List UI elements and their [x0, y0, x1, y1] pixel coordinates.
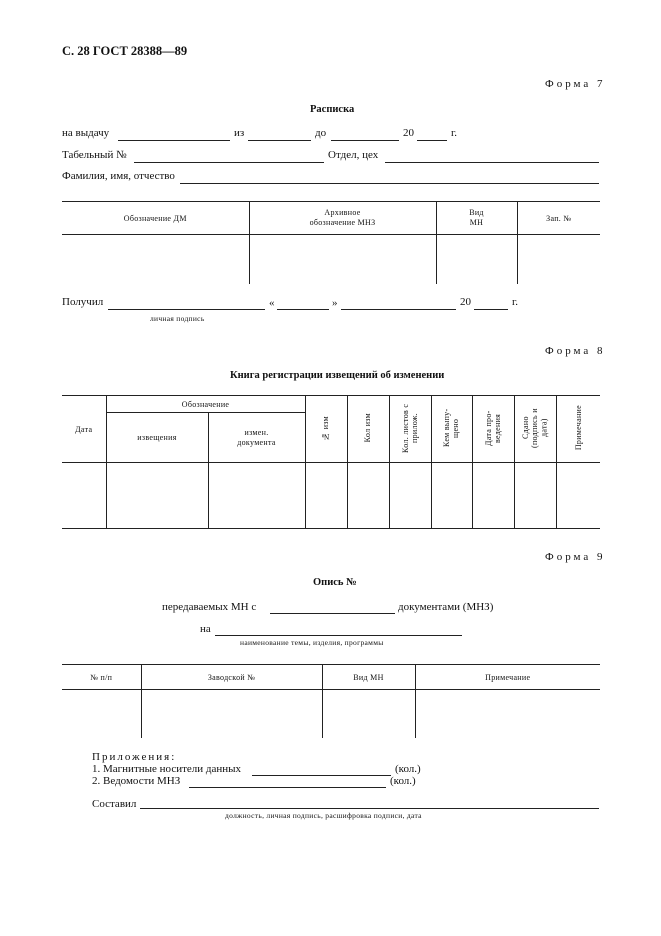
transfer-field[interactable] [270, 613, 395, 614]
col-change-doc: измен. документа [208, 413, 305, 463]
col-record: Зап. № [517, 202, 600, 235]
appendix-item-2: 2. Ведомости МНЗ [92, 775, 181, 787]
table-cell[interactable] [514, 463, 556, 529]
form9-title: Опись № [313, 577, 357, 588]
compiled-caption: должность, личная подпись, расшифровка подписи, дата [225, 811, 422, 820]
from-label: из [234, 127, 245, 139]
signature-caption: личная подпись [150, 314, 205, 323]
col-sheets-count: Кол. листов с прилож. [389, 396, 431, 463]
signature-field[interactable] [108, 309, 265, 310]
col-note: Примечание [415, 665, 600, 690]
appendix-title: Приложения: [92, 751, 177, 763]
appendix-item-2-unit: (кол.) [390, 775, 416, 787]
table-cell[interactable] [141, 690, 322, 738]
table-cell[interactable] [322, 690, 415, 738]
statements-count-field[interactable] [189, 787, 386, 788]
col-note: Примечание [556, 396, 600, 463]
compiled-label: Составил [92, 798, 137, 810]
fio-label: Фамилия, имя, отчество [62, 170, 175, 182]
media-count-field[interactable] [252, 775, 391, 776]
table-cell[interactable] [436, 235, 517, 284]
tab-number-label: Табельный № [62, 149, 127, 161]
na-caption: наименование темы, изделия, программы [240, 638, 384, 647]
col-notice: извещения [106, 413, 208, 463]
appendix-item-1-unit: (кол.) [395, 763, 421, 775]
page-header: С. 28 ГОСТ 28388—89 [62, 44, 188, 58]
day-field[interactable] [277, 309, 329, 310]
received-year-suffix: г. [512, 296, 519, 308]
col-designation: Обозначение [106, 396, 305, 413]
col-change-no: № изм [305, 396, 347, 463]
col-issued-by: Кем выпу-щено [431, 396, 472, 463]
form7-title: Расписка [310, 104, 355, 115]
year-label: 20 [403, 127, 414, 139]
transfer-label: передаваемых МН с [162, 601, 257, 613]
table-cell[interactable] [62, 235, 249, 284]
table-cell[interactable] [415, 690, 600, 738]
table-cell[interactable] [305, 463, 347, 529]
to-label: до [315, 127, 327, 139]
department-label: Отдел, цех [328, 149, 379, 161]
table-row [62, 463, 600, 529]
col-factory-no: Заводской № [141, 665, 322, 690]
table-cell[interactable] [62, 690, 141, 738]
table-cell[interactable] [556, 463, 600, 529]
na-field[interactable] [215, 635, 462, 636]
form9-label: Форма 9 [545, 551, 606, 563]
col-dm: Обозначение ДМ [62, 202, 249, 235]
table-cell[interactable] [389, 463, 431, 529]
form7-label: Форма 7 [545, 78, 606, 90]
table-cell[interactable] [208, 463, 305, 529]
received-year-field[interactable] [474, 309, 508, 310]
table-cell[interactable] [249, 235, 436, 284]
quote-close: » [332, 297, 338, 309]
year-field[interactable] [417, 140, 447, 141]
col-change-count: Кол изм [347, 396, 389, 463]
table-header-row [62, 202, 600, 235]
table-header-row [62, 396, 600, 413]
table-cell[interactable] [517, 235, 600, 284]
issue-field[interactable] [118, 140, 230, 141]
col-archive: Архивное обозначение МНЗ [249, 202, 436, 235]
to-field[interactable] [331, 140, 399, 141]
na-label: на [200, 623, 211, 635]
form8-title: Книга регистрации извещений об изменении [230, 370, 445, 381]
issue-label: на выдачу [62, 127, 110, 139]
department-field[interactable] [385, 162, 599, 163]
col-date: Дата [62, 396, 106, 463]
fio-field[interactable] [180, 183, 599, 184]
form7-table [62, 201, 600, 284]
received-label: Получил [62, 296, 104, 308]
form9-table [62, 664, 600, 738]
col-date-done: Дата про-ведения [472, 396, 514, 463]
table-cell[interactable] [106, 463, 208, 529]
col-index: № п/п [62, 665, 141, 690]
received-year-label: 20 [460, 296, 471, 308]
form8-table [62, 395, 600, 529]
year-suffix: г. [451, 127, 458, 139]
tab-number-field[interactable] [134, 162, 324, 163]
table-header-row [62, 665, 600, 690]
col-mn-type: Вид МН [322, 665, 415, 690]
appendix-item-1: 1. Магнитные носители данных [92, 763, 242, 775]
from-field[interactable] [248, 140, 311, 141]
table-cell[interactable] [62, 463, 106, 529]
col-mn-type: Вид МН [436, 202, 517, 235]
table-row [62, 690, 600, 738]
transfer-suffix: документами (МНЗ) [398, 601, 494, 613]
table-cell[interactable] [431, 463, 472, 529]
table-cell[interactable] [472, 463, 514, 529]
table-row [62, 235, 600, 284]
table-cell[interactable] [347, 463, 389, 529]
month-field[interactable] [341, 309, 456, 310]
quote-open: « [269, 297, 275, 309]
col-handed: Сдано (подпись и дата) [514, 396, 556, 463]
compiled-field[interactable] [140, 808, 599, 809]
form8-label: Форма 8 [545, 345, 606, 357]
